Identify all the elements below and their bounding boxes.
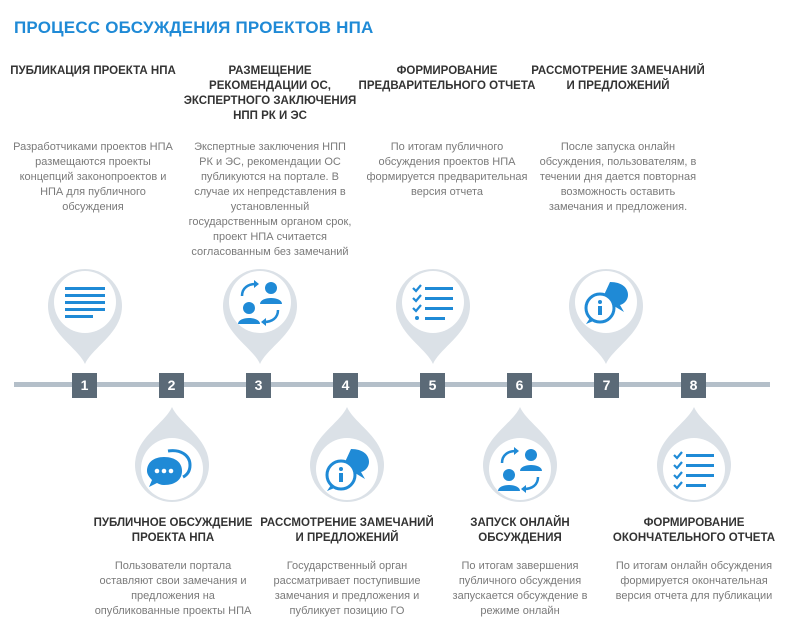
timeline-line [14,382,770,387]
step-number-5: 5 [420,373,445,398]
step-2-pin [132,405,212,509]
step-3-pin [220,262,300,366]
step-8-description: По итогам онлайн обсуждения формируется окончательная версия отчета для публикации [615,560,773,602]
step-number-7: 7 [594,373,619,398]
step-number-1: 1 [72,373,97,398]
step-6-pin [480,405,560,509]
step-3-description: Экспертные заключения НПП РК и ЭС, рекомендации ОС публикуются на портале. В случае их непредставления в установленный государственным органом срок, проект НПА считается согласованным без замечаний [188,141,352,258]
step-number-6: 6 [507,373,532,398]
step-8-pin [654,405,734,509]
step-7-title: РАССМОТРЕНИЕ ЗАМЕЧАНИЙ И ПРЕДЛОЖЕНИЙ [531,65,705,92]
step-8-title: ФОРМИРОВАНИЕ ОКОНЧАТЕЛЬНОГО ОТЧЕТА [612,517,776,544]
step-7-description: После запуска онлайн обсуждения, пользователям, в течении дня дается повторная возможность оставить замечания и предложения. [539,141,697,213]
step-1-description: Разработчиками проектов НПА размещаются проекты концепций законопроектов и НПА для публичного обсуждения [13,141,173,213]
step-5-pin [393,262,473,366]
step-2-title: ПУБЛИЧНОЕ ОБСУЖДЕНИЕ ПРОЕКТА НПА [93,517,253,544]
step-2-description: Пользователи портала оставляют свои замечания и предложения на опубликованные проекты НПА [94,560,252,617]
step-1-title: ПУБЛИКАЦИЯ ПРОЕКТА НПА [10,65,176,77]
page-title: ПРОЦЕСС ОБСУЖДЕНИЯ ПРОЕКТОВ НПА [14,18,374,37]
step-number-8: 8 [681,373,706,398]
step-4-description: Государственный орган рассматривает поступившие замечания и предложения и публикует позицию ГО [273,560,421,617]
step-6-description: По итогам завершения публичного обсуждения запускается обсуждение в режиме онлайн [452,560,588,617]
step-6-title: ЗАПУСК ОНЛАЙН ОБСУЖДЕНИЯ [470,517,570,544]
step-4-pin [307,405,387,509]
step-4-title: РАССМОТРЕНИЕ ЗАМЕЧАНИЙ И ПРЕДЛОЖЕНИЙ [260,517,434,544]
step-number-4: 4 [333,373,358,398]
step-3-title: РАЗМЕЩЕНИЕ РЕКОМЕНДАЦИИ ОС, ЭКСПЕРТНОГО ЗАКЛЮЧЕНИЯ НПП РК И ЭС [183,65,357,122]
step-5-title: ФОРМИРОВАНИЕ ПРЕДВАРИТЕЛЬНОГО ОТЧЕТА [358,65,536,92]
step-7-pin [566,262,646,366]
step-number-2: 2 [159,373,184,398]
step-5-description: По итогам публичного обсуждения проектов НПА формируется предварительная версия отчета [366,141,528,198]
step-number-3: 3 [246,373,271,398]
step-1-pin [45,262,125,366]
